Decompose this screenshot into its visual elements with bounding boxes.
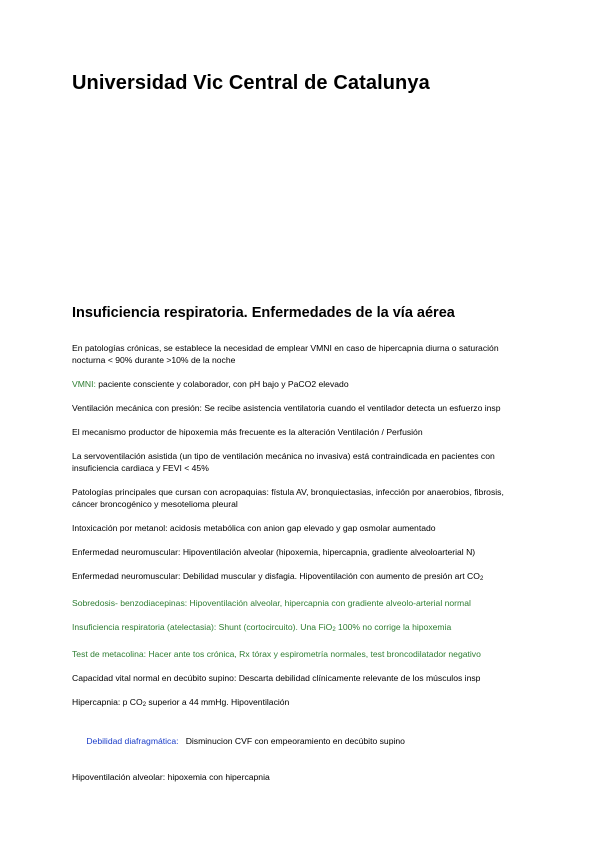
list-item — [72, 696, 532, 711]
item-text-continued: 100% no corrige la hipoxemia — [335, 622, 452, 632]
section-title: Insuficiencia respiratoria. Enfermedades de la vía aérea — [72, 305, 455, 321]
list-item — [72, 570, 532, 585]
notes-list — [72, 342, 532, 783]
item-text: La servoventilación asistida (un tipo de ventilación mecánica no invasiva) está contraindicada en pacientes con insuficiencia cardiaca y FEVI < 45% — [72, 451, 495, 473]
item-text: Insuficiencia respiratoria (atelectasia): Shunt (cortocircuito). Una FiO — [72, 622, 333, 632]
item-text: Capacidad vital normal en decúbito supino: Descarta debilidad clínicamente relevante de los músculos insp — [72, 673, 481, 683]
list-item — [72, 402, 532, 414]
item-text: Enfermedad neuromuscular: Hipoventilación alveolar (hipoxemia, hipercapnia, gradiente alveoloarterial N) — [72, 547, 476, 557]
item-text: En patologías crónicas, se establece la necesidad de emplear VMNI en caso de hipercapnia diurna o saturación nocturna < 90% durante >10% de la noche — [72, 343, 499, 365]
list-item — [72, 486, 532, 510]
subscript: 2 — [142, 702, 147, 708]
item-text: Test de metacolina: Hacer ante tos crónica, Rx tórax y espirometría normales, test broncodilatador negativo — [72, 649, 481, 659]
item-text: Hipoventilación alveolar: hipoxemia con hipercapnia — [72, 772, 270, 782]
item-text: paciente consciente y colaborador, con pH bajo y PaCO2 elevado — [95, 379, 349, 389]
list-item — [72, 450, 532, 474]
item-text: Intoxicación por metanol: acidosis metabólica con anion gap elevado y gap osmolar aumentado — [72, 523, 436, 533]
subscript: 2 — [332, 627, 336, 633]
list-item — [72, 426, 532, 438]
item-text: Patologías principales que cursan con acropaquias: fístula AV, bronquiectasias, infección por anaerobios, fibrosis, cáncer broncogénico y mesotelioma pleural — [72, 487, 504, 509]
list-item — [72, 546, 532, 558]
list-item — [72, 672, 532, 684]
list-item — [72, 771, 532, 783]
item-text-continued: superior a 44 mmHg. Hipoventilación — [146, 697, 290, 707]
list-item — [72, 522, 532, 534]
item-label: VMNI: — [72, 379, 96, 389]
item-label: Debilidad diafragmática: — [86, 736, 179, 746]
university-title: Universidad Vic Central de Catalunya — [72, 72, 430, 94]
list-item — [72, 723, 532, 759]
list-item — [72, 597, 532, 609]
list-item — [72, 378, 532, 390]
item-text: Disminucion CVF con empeoramiento en decúbito supino — [178, 736, 405, 746]
item-text: Ventilación mecánica con presión: Se recibe asistencia ventilatoria cuando el ventilador detecta un esfuerzo insp — [72, 403, 501, 413]
list-item — [72, 342, 532, 366]
list-item — [72, 648, 532, 660]
item-text: Hipercapnia: p CO — [72, 697, 143, 707]
item-text: El mecanismo productor de hipoxemia más frecuente es la alteración Ventilación / Perfusión — [72, 427, 423, 437]
list-item — [72, 621, 532, 636]
item-text: Sobredosis- benzodiacepinas: Hipoventilación alveolar, hipercapnia con gradiente alveolo-arterial normal — [72, 598, 471, 608]
subscript: 2 — [479, 576, 484, 582]
item-text: Enfermedad neuromuscular: Debilidad muscular y disfagia. Hipoventilación con aumento de presión art CO — [72, 571, 480, 581]
